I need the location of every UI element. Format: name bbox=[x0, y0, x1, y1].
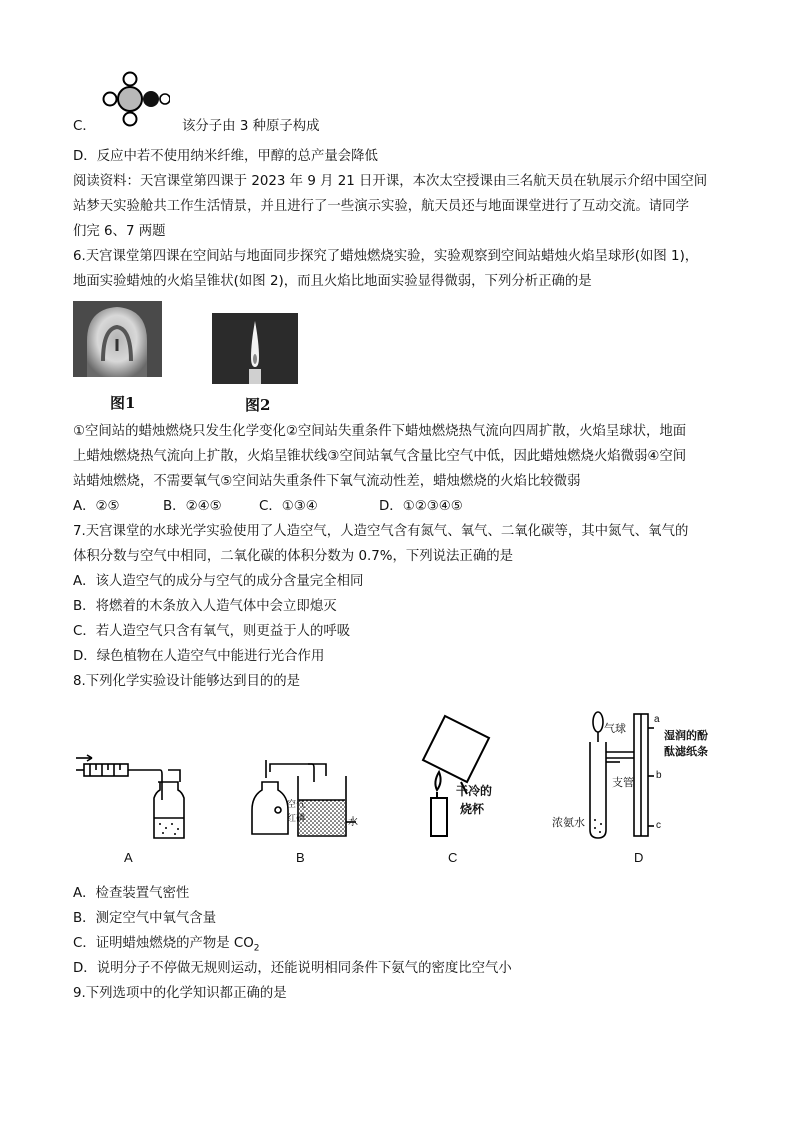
q6-stem-line-2: 地面实验蜡烛的火焰呈锥状(如图 2)，而且火焰比地面实验显得微弱，下列分析正确的是 bbox=[73, 274, 592, 289]
medium-atom-grey bbox=[118, 87, 142, 111]
q8-figure-d-c: c bbox=[656, 820, 661, 831]
q8-figure-d-branch: 支管 bbox=[612, 777, 634, 789]
q8-figure-d-ammonia: 浓氨水 bbox=[552, 817, 585, 829]
reading-line-1: 阅读资料：天宫课堂第四课于 2023 年 9 月 21 日开课，本次太空授课由三名航天员在轨展示介绍中国空间 bbox=[73, 174, 708, 189]
figure-1-spherical-flame bbox=[73, 301, 162, 377]
small-atom-top bbox=[124, 73, 137, 86]
q6-statement-line-1: ①空间站的蜡烛燃烧只发生化学变化②空间站失重条件下蜡烛燃烧热气流向四周扩散，火焰呈球状，地面 bbox=[73, 424, 687, 439]
q7-option-c: C．若人造空气只含有氧气，则更益于人的呼吸 bbox=[73, 624, 351, 639]
small-atom-right bbox=[160, 94, 170, 104]
q8-figure-b-label: B bbox=[296, 850, 305, 865]
q6-statement-line-2: 上蜡烛燃烧热气流向上扩散，火焰呈锥状线③空间站氧气含量比空气中低，因此蜡烛燃烧火焰微弱④空间 bbox=[73, 449, 687, 464]
q6-option-d: D．①②③④⑤ bbox=[379, 499, 463, 514]
q8-figure-b-water: 水 bbox=[348, 817, 358, 828]
option-label: C． bbox=[73, 119, 96, 134]
figure-2-label: 图2 bbox=[245, 396, 271, 414]
q6-option-b: B．②④⑤ bbox=[163, 499, 222, 514]
q8-figure-b-phosphorus: 红磷 bbox=[287, 813, 306, 823]
q8-figure-a-label: A bbox=[124, 850, 133, 865]
q6-option-a: A．②⑤ bbox=[73, 499, 120, 514]
q6-stem-line-1: 6.天宫课堂第四课在空间站与地面同步探究了蜡烛燃烧实验，实验观察到空间站蜡烛火焰呈球形(如图 1)， bbox=[73, 249, 699, 264]
q5-option-d: D．反应中若不使用纳米纤维，甲醇的总产量会降低 bbox=[73, 149, 378, 164]
q8-option-d: D．说明分子不停做无规则运动，还能说明相同条件下氨气的密度比空气小 bbox=[73, 961, 512, 976]
q6-option-c: C．①③④ bbox=[259, 499, 318, 514]
q8-figure-c-text-1: 干冷的 bbox=[456, 784, 493, 798]
q8-stem: 8.下列化学实验设计能够达到目的的是 bbox=[73, 674, 301, 689]
q8-figure-d-paper-2: 酞滤纸条 bbox=[664, 746, 708, 758]
reading-line-2: 站梦天实验舱共工作生活情景，并且进行了一些演示实验，航天员还与地面课堂进行了互动交流。请同学 bbox=[73, 199, 689, 214]
q8-figure-d-label: D bbox=[634, 850, 644, 865]
q8-option-b: B．测定空气中氧气含量 bbox=[73, 911, 217, 926]
figure-2-cone-flame bbox=[212, 313, 298, 384]
q8-figure-a-apparatus bbox=[70, 752, 190, 842]
figure-1-label: 图1 bbox=[110, 394, 136, 412]
q5-option-c bbox=[73, 117, 320, 137]
q8-figure-d-a: a bbox=[654, 714, 660, 725]
q8-figure-c-text-2: 烧杯 bbox=[460, 802, 485, 816]
q8-figure-c-apparatus bbox=[415, 712, 515, 838]
q7-option-a: A．该人造空气的成分与空气的成分含量完全相同 bbox=[73, 574, 364, 589]
q8-figure-c-label: C bbox=[448, 850, 458, 865]
q7-option-b: B．将燃着的木条放入人造气体中会立即熄灭 bbox=[73, 599, 337, 614]
small-atom-left bbox=[104, 93, 117, 106]
q7-stem-line-2: 体积分数与空气中相同，二氧化碳的体积分数为 0.7%，下列说法正确的是 bbox=[73, 549, 513, 564]
q6-statement-line-3: 站蜡烛燃烧，不需要氧气⑤空间站失重条件下氧气流动性差，蜡烛燃烧的火焰比较微弱 bbox=[73, 474, 581, 489]
reading-line-3: 们完 6、7 两题 bbox=[73, 224, 166, 239]
q8-figure-d-balloon: 气球 bbox=[604, 723, 626, 735]
q8-figure-d-b: b bbox=[656, 770, 662, 781]
q8-figure-b-air: 空气 bbox=[287, 799, 306, 809]
q9-stem: 9.下列选项中的化学知识都正确的是 bbox=[73, 986, 287, 1001]
q8-option-c-text: C．证明蜡烛燃烧的产物是 CO bbox=[73, 936, 254, 951]
q8-option-c-subscript: 2 bbox=[253, 943, 260, 954]
q7-option-d: D．绿色植物在人造空气中能进行光合作用 bbox=[73, 649, 325, 664]
q8-option-a: A．检查装置气密性 bbox=[73, 886, 190, 901]
q7-stem-line-1: 7.天宫课堂的水球光学实验使用了人造空气，人造空气含有氮气、氧气、二氧化碳等，其中氮气、氧气的 bbox=[73, 524, 689, 539]
option-text: 该分子由 3 种原子构成 bbox=[182, 119, 320, 134]
q8-figure-d-paper-1: 湿润的酚 bbox=[664, 730, 708, 742]
dark-atom bbox=[143, 91, 159, 107]
q8-option-c bbox=[73, 934, 260, 959]
